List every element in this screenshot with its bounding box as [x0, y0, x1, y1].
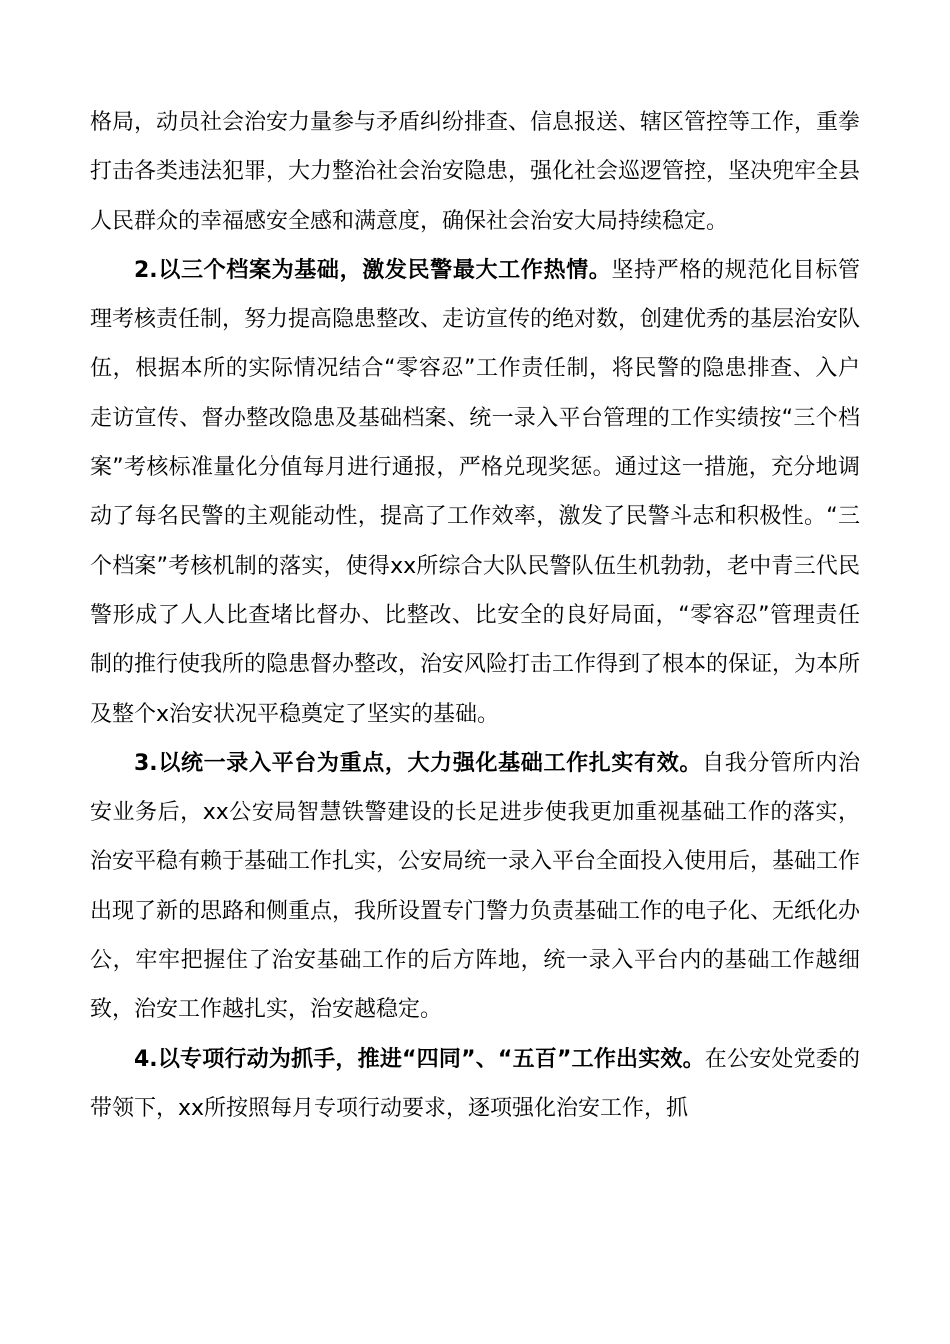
- paragraph-body: 坚持严格的规范化目标管理考核责任制，努力提高隐患整改、走访宣传的绝对数，创建优秀的基层治安队伍，根据本所的实际情况结合“零容忍”工作责任制，将民警的隐患排查、入户走访宣传、督办整改隐患及基础档案、统一录入平台管理的工作实绩按“三个档案”考核标准量化分值每月进行通报，严格兑现奖惩。通过这一措施，充分地调动了每名民警的主观能动性，提高了工作效率，激发了民警斗志和积极性。“三个档案”考核机制的落实，使得xx所综合大队民警队伍生机勃勃，老中青三代民警形成了人人比查堵比督办、比整改、比安全的良好局面，“零容忍”管理责任制的推行使我所的隐患督办整改，治安风险打击工作得到了根本的保证，为本所及整个x治安状况平稳奠定了坚实的基础。: [90, 257, 861, 727]
- paragraph-continuation: [90, 98, 860, 246]
- paragraph-body: 在公安处党委的带领下，xx所按照每月专项行动要求，逐项强化治安工作，抓: [90, 1046, 860, 1121]
- section-heading: 3.以统一录入平台为重点，大力强化基础工作扎实有效。: [134, 750, 703, 776]
- section-heading: 2.以三个档案为基础，激发民警最大工作热情。: [134, 257, 612, 283]
- paragraph-section-2: [90, 246, 860, 739]
- paragraph-body: 自我分管所内治安业务后，xx公安局智慧铁警建设的长足进步使我更加重视基础工作的落实，治安平稳有赖于基础工作扎实，公安局统一录入平台全面投入使用后，基础工作出现了新的思路和侧重点，我所设置专门警力负责基础工作的电子化、无纸化办公，牢牢把握住了治安基础工作的后方阵地，统一录入平台内的基础工作越细致，治安工作越扎实，治安越稳定。: [90, 750, 861, 1023]
- document-page: [90, 98, 860, 1133]
- section-heading: 4.以专项行动为抓手，推进“四同”、“五百”工作出实效。: [134, 1046, 705, 1072]
- paragraph-body: 格局，动员社会治安力量参与矛盾纠纷排查、信息报送、辖区管控等工作，重拳打击各类违法犯罪，大力整治社会治安隐患，强化社会巡逻管控，坚决兜牢全县人民群众的幸福感安全感和满意度，确保社会治安大局持续稳定。: [90, 110, 861, 234]
- paragraph-section-4: [90, 1035, 860, 1134]
- paragraph-section-3: [90, 739, 860, 1035]
